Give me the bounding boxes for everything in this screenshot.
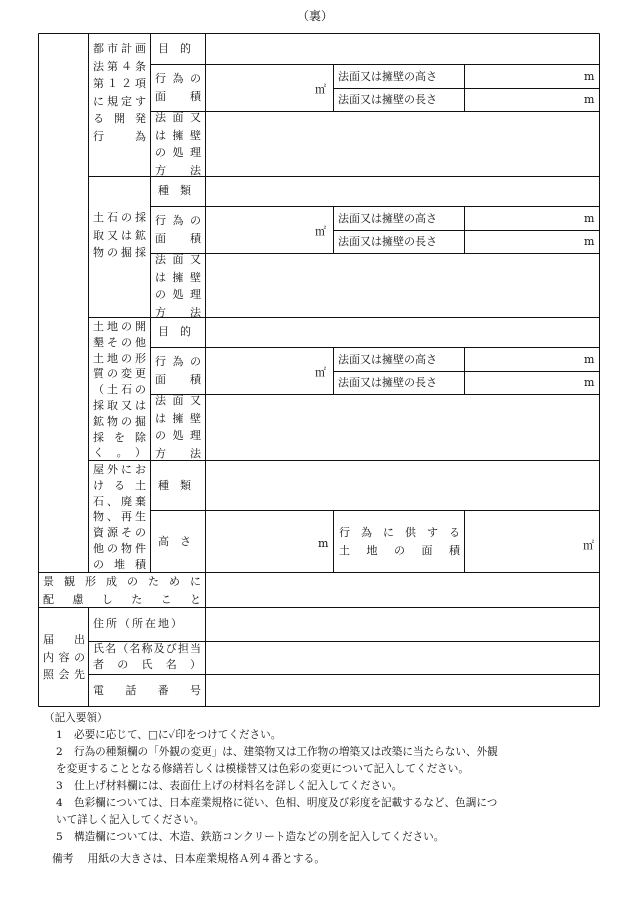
- urban-dev-area-label: 行為の 面 積: [155, 72, 201, 103]
- remarks-text: 用紙の大きさは、日本産業規格Ａ列４番とする。: [87, 852, 326, 865]
- soil-extraction-title: 土石の採 取又は鉱 物の掘採: [93, 211, 146, 259]
- land-area-label: 行 為 に 供 す る 土 地 の 面 積: [339, 526, 460, 557]
- height-unit: m: [318, 537, 329, 550]
- meter-unit: m: [584, 212, 595, 225]
- slope-height-label: 法面又は擁壁の高さ: [338, 70, 437, 83]
- area-unit: ㎡: [315, 366, 326, 379]
- outdoor-pile-height-label: 高 さ: [158, 535, 191, 548]
- soil-area-label: 行為の 面 積: [155, 214, 201, 245]
- urban-dev-treatment-label: 法面又 は擁壁 の処理 方 法: [155, 111, 201, 177]
- urban-dev-title: 都市計画 法第４条 第１２項 に規定す る 開 発 行 為: [93, 42, 146, 143]
- note-item-continuation: を変更することとなる修繕若しくは模様替又は色彩の変更について記入してください。: [56, 763, 469, 775]
- area-unit: ㎡: [315, 225, 326, 238]
- note-item-continuation: いて詳しく記入してください。: [56, 814, 205, 826]
- note-item: 5 構造欄については、木造、鉄筋コンクリート造などの別を記入してください。: [56, 831, 445, 843]
- note-item: 2 行為の種類欄の「外観の変更」は、建築物又は工作物の増築又は改築に当たらない、外観: [56, 746, 498, 758]
- outdoor-pile-title: 屋外にお け る 土 石、廃棄 物、再生 資源その 他の物件 の 堆 積: [93, 463, 146, 571]
- slope-height-label: 法面又は擁壁の高さ: [338, 353, 437, 366]
- meter-unit: m: [584, 235, 595, 248]
- meter-unit: m: [584, 70, 595, 83]
- meter-unit: m: [584, 376, 595, 389]
- land-reform-purpose-label: 目 的: [158, 325, 191, 338]
- remarks-label: 備考: [52, 852, 74, 865]
- name-label: 氏名（名称及び担当 者 の 氏 名 ）: [93, 642, 201, 671]
- land-reform-treatment-label: 法面又 は擁壁 の処理 方 法: [155, 394, 201, 460]
- land-area-unit: ㎡: [583, 539, 594, 552]
- remarks: [52, 851, 325, 866]
- meter-unit: m: [584, 353, 595, 366]
- notes-heading: （記入要領）: [44, 712, 108, 724]
- land-reform-title: 土地の開 墾その他 土地の形 質の変更 （土石の 採取又は 鉱物の掘 採 を 除 く。）: [93, 320, 146, 460]
- slope-length-label: 法面又は擁壁の長さ: [338, 93, 437, 106]
- page-title: （裏）: [296, 9, 333, 23]
- soil-treatment-label: 法面又 は擁壁 の処理 方 法: [155, 253, 201, 319]
- slope-length-label: 法面又は擁壁の長さ: [338, 235, 437, 248]
- slope-length-label: 法面又は擁壁の長さ: [338, 376, 437, 389]
- note-item: 4 色彩欄については、日本産業規格に従い、色相、明度及び彩度を記載するなど、色調につ: [56, 797, 498, 809]
- note-item: 3 仕上げ材料欄には、表面仕上げの材料名を詳しく記入してください。: [56, 780, 403, 792]
- soil-type-label: 種 類: [158, 184, 191, 197]
- filling-instructions: [46, 710, 606, 846]
- phone-label: 電 話 番 号: [93, 684, 201, 697]
- slope-height-label: 法面又は擁壁の高さ: [338, 212, 437, 225]
- area-unit: ㎡: [315, 83, 326, 96]
- meter-unit: m: [584, 93, 595, 106]
- address-label: 住所（所在地）: [93, 617, 184, 630]
- land-reform-area-label: 行為の 面 積: [155, 355, 201, 386]
- landscape-consideration-label: 景 観 形 成 の た め に 配 慮 し た こ と: [43, 575, 201, 606]
- urban-dev-purpose-label: 目 的: [158, 42, 191, 55]
- outdoor-pile-type-label: 種 類: [158, 479, 191, 492]
- contact-side-label: 届 出 内容の 照会先: [43, 633, 85, 681]
- note-item: 1 必要に応じて、□に✓印をつけてください。: [56, 729, 282, 741]
